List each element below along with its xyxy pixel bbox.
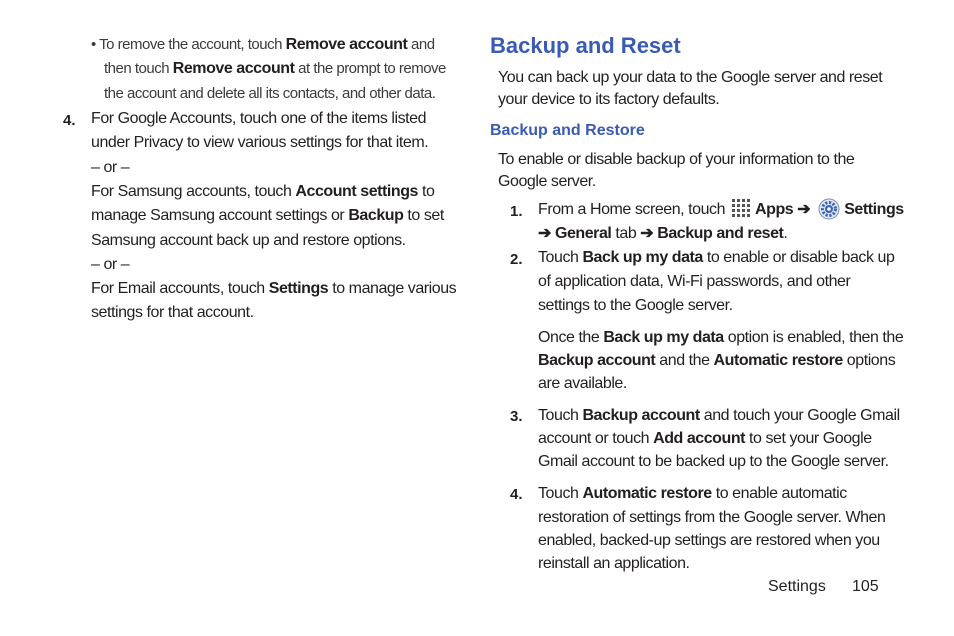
page-number: 105 — [852, 578, 879, 595]
step-number: 4. — [63, 112, 76, 129]
step2-line-2: of application data, Wi-Fi passwords, and other — [538, 273, 851, 290]
left-step4-line-1: For Google Accounts, touch one of the items listed — [91, 110, 427, 127]
left-step4-line-6: Samsung account back up and restore options. — [91, 232, 406, 249]
left-step4-line-4: For Samsung accounts, touch Account settings to — [91, 183, 435, 200]
bullet-line-2: then touch Remove account at the prompt to remove — [104, 60, 446, 77]
step2-line-3: settings to the Google server. — [538, 297, 733, 314]
or-separator: – or – — [91, 256, 130, 273]
step3-line-3: Gmail account to be backed up to the Google server. — [538, 453, 889, 470]
step3-line-1: Touch Backup account and touch your Google Gmail — [538, 407, 900, 424]
step2-note-line-1: Once the Back up my data option is enabled, then the — [538, 329, 904, 346]
settings-gear-icon — [818, 198, 840, 220]
left-step4-line-2: under Privacy to view various settings for that item. — [91, 134, 429, 151]
left-step4-line-9: settings for that account. — [91, 304, 254, 321]
bullet-line-3: the account and delete all its contacts, and other data. — [104, 85, 436, 102]
step4-line-1: Touch Automatic restore to enable automatic — [538, 485, 847, 502]
step4-line-3: enabled, backed-up settings are restored when you — [538, 532, 880, 549]
intro-line-2: your device to its factory defaults. — [498, 91, 720, 108]
step4-line-2: restoration of settings from the Google server. When — [538, 509, 886, 526]
footer-section: Settings — [768, 578, 826, 595]
section-title: Backup and Restore — [490, 122, 645, 139]
step2-line-1: Touch Back up my data to enable or disable back up — [538, 249, 895, 266]
section-intro-line-2: Google server. — [498, 173, 596, 190]
page-title: Backup and Reset — [490, 33, 681, 58]
step3-line-2: account or touch Add account to set your Google — [538, 430, 872, 447]
left-step4-line-5: manage Samsung account settings or Backup to set — [91, 207, 444, 224]
step2-note-line-3: are available. — [538, 375, 627, 392]
intro-line-1: You can back up your data to the Google server and reset — [498, 69, 883, 86]
step4-line-4: reinstall an application. — [538, 555, 690, 572]
left-step4-line-8: For Email accounts, touch Settings to manage various — [91, 280, 457, 297]
step-number: 2. — [510, 251, 523, 268]
step-number: 3. — [510, 408, 523, 425]
bullet-line-1: • To remove the account, touch Remove account and — [91, 36, 435, 53]
or-separator: – or – — [91, 159, 130, 176]
section-intro-line-1: To enable or disable backup of your information to the — [498, 151, 855, 168]
apps-grid-icon — [731, 198, 753, 220]
step1-line-2: ➔ General tab ➔ Backup and reset. — [538, 225, 788, 242]
step-number: 1. — [510, 203, 523, 220]
step1-line-1: From a Home screen, touch Apps ➔ Settings — [538, 198, 904, 222]
step-number: 4. — [510, 486, 523, 503]
step2-note-line-2: Backup account and the Automatic restore options — [538, 352, 896, 369]
